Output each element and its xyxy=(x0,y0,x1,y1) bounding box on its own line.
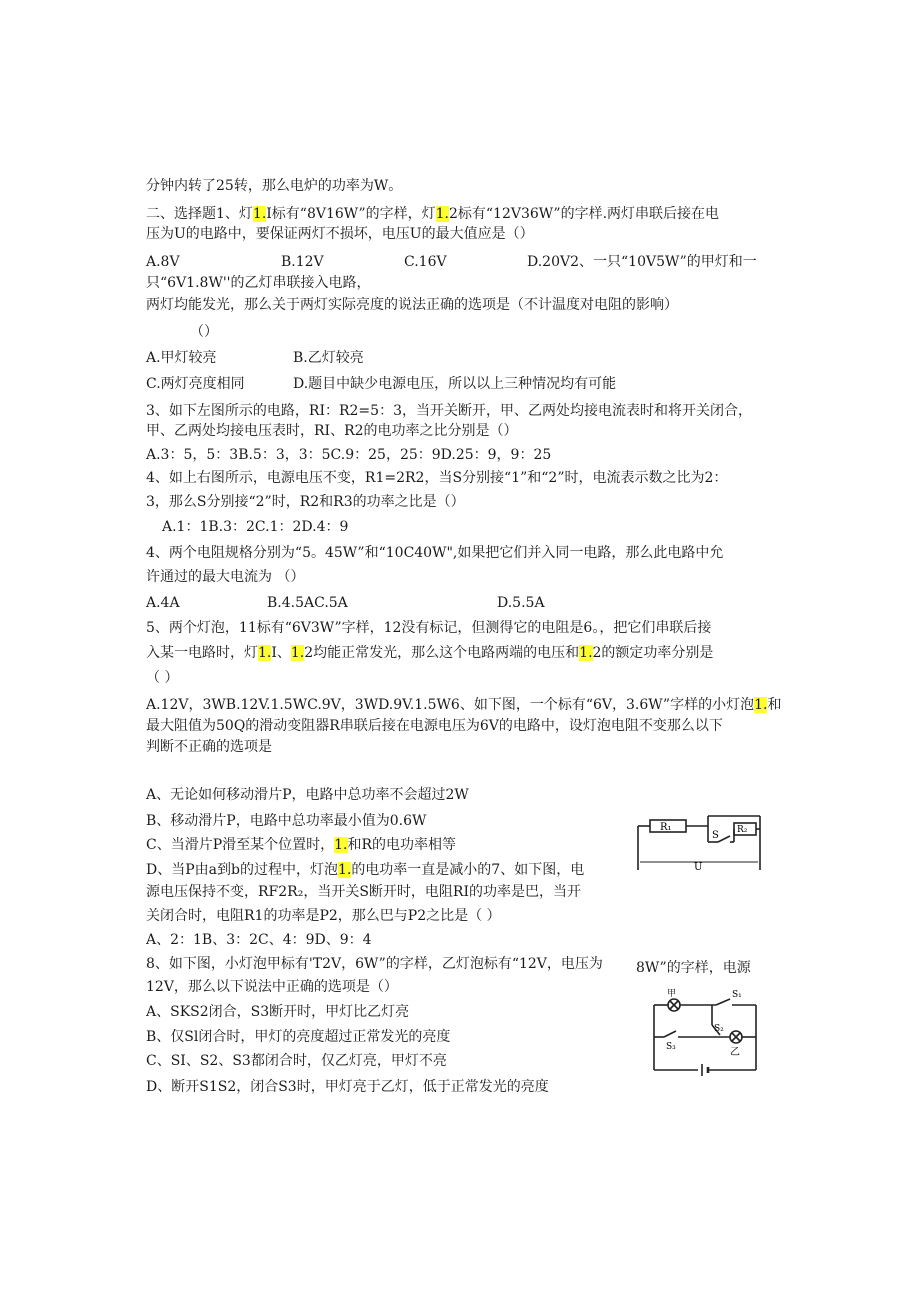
text-segment: C、当滑片P滑至某个位置时， xyxy=(146,837,335,853)
text-segment: （） xyxy=(190,324,218,340)
s2-label: S₂ xyxy=(714,1024,724,1034)
text-segment: 入某一电路时，灯 xyxy=(146,645,258,661)
text-segment: D、断开S1S2，闭合S3时，甲灯亮于乙灯，低于正常发光的亮度 xyxy=(146,1079,549,1095)
text-line xyxy=(146,860,584,880)
text-segment: B、仅Sl闭合时，甲灯的亮度超过正常发光的亮度 xyxy=(146,1029,451,1045)
text-line xyxy=(146,1002,409,1022)
text-segment: 3，那么S分别接“2”时，R2和R3的功率之比是（） xyxy=(146,494,465,510)
highlight-label: 1. xyxy=(334,837,348,853)
text-line xyxy=(146,492,465,512)
text-line xyxy=(146,421,518,441)
text-segment: A.12V，3WB.12V.1.5WC.9V，3WD.9V.1.5W6、如下图，一个标有“6V，3.6W”字样的小灯泡 xyxy=(146,697,755,713)
s1-label: S₁ xyxy=(732,990,742,1000)
text-line xyxy=(146,176,402,196)
text-segment: A、SKS2闭合，S3断开时，甲灯比乙灯亮 xyxy=(146,1004,410,1020)
text-segment: 12V，那么以下说法中正确的选项是（） xyxy=(146,979,398,995)
option-b: B.12V xyxy=(281,254,324,270)
circuit-diagram-2 xyxy=(646,985,766,1085)
text-line xyxy=(146,445,551,465)
text-segment: 2标有“12V36W”的字样.两灯串联后接在电 xyxy=(448,206,720,222)
highlight-label: 1. xyxy=(258,645,272,661)
text-segment: I、 xyxy=(271,645,291,661)
option-a: A.8V xyxy=(146,254,180,270)
text-segment: 8、如下图，小灯泡甲标有'T2V，6W”的字样，乙灯泡标有“12V，电压为 xyxy=(146,956,603,972)
option-b: B.乙灯较亮 xyxy=(293,350,364,366)
option-d: D.题目中缺少电源电压，所以以上三种情况均有可能 xyxy=(293,376,617,392)
option-c: C.16V xyxy=(404,254,447,270)
text-line xyxy=(146,930,372,950)
lamp-yi-label: 乙 xyxy=(730,1047,740,1058)
text-line xyxy=(146,543,723,563)
text-segment: 3、如下左图所示的电路，RI：R2=5：3，当开关断开，甲、乙两处均接电流表时和将开关闭合， xyxy=(146,403,752,419)
text-line xyxy=(146,295,678,315)
text-line xyxy=(146,567,304,587)
text-line xyxy=(146,224,534,244)
option-d: D.20V2、一只“10V5W”的甲灯和一 xyxy=(527,254,757,270)
figure-header-text: 8W”的字样，电源 xyxy=(636,960,751,976)
text-line xyxy=(190,322,218,342)
text-line xyxy=(146,695,781,715)
option-a: A.4A xyxy=(146,595,180,611)
text-segment: 最大阻值为50Q的滑动变阻器R串联后接在电源电压为6V的电路中，设灯泡电阻不变那么以下 xyxy=(146,718,723,734)
text-segment: 许通过的最大电流为 （） xyxy=(146,569,305,585)
highlight-label: 1. xyxy=(290,645,305,661)
text-segment: 2均能正常发光，那么这个电路两端的电压和 xyxy=(304,645,580,661)
switch-label: S xyxy=(712,830,719,841)
text-segment: C、SI、S2、S3都闭合时，仅乙灯亮，甲灯不亮 xyxy=(146,1053,447,1069)
text-line xyxy=(146,468,727,488)
text-segment: B、移动滑片P，电路中总功率最小值为0.6W xyxy=(146,813,427,829)
option-b: B.4.5AC.5A xyxy=(267,595,348,611)
highlight-label: 1. xyxy=(337,862,352,878)
text-segment: A.3：5，5：3B.5：3，3：5C.9：25，25：9D.25：9，9：25 xyxy=(146,447,552,463)
text-segment: 关闭合时，电阻R1的功率是P2，那么巴与P2之比是（ ） xyxy=(146,908,501,924)
text-segment: 2的额定功率分别是 xyxy=(592,645,714,661)
text-line xyxy=(146,737,272,757)
text-line xyxy=(146,835,456,855)
option-a: A.甲灯较亮 xyxy=(146,350,217,366)
r1-label: R₁ xyxy=(660,822,672,833)
text-segment: 分钟内转了25转，那么电炉的功率为W。 xyxy=(146,178,403,194)
voltage-label: U xyxy=(694,862,703,873)
highlight-label: 1. xyxy=(435,206,449,222)
text-segment: 源电压保持不变，RF2R₂，当开关S断开时，电阻RI的功率是巴，当开 xyxy=(146,884,581,900)
highlight-label: 1. xyxy=(252,206,267,222)
text-line xyxy=(146,204,719,224)
text-segment: D、当P由a到b的过程中，灯泡 xyxy=(146,862,338,878)
text-segment: 二、选择题1、灯 xyxy=(146,206,253,222)
text-segment: 4、如上右图所示，电源电压不变，R1=2R2，当S分别接“1”和“2”时，电流表示数之比为2： xyxy=(146,470,728,486)
text-segment: 只“6V1.8W''的乙灯串联接入电路， xyxy=(146,275,371,291)
lamp-jia-label: 甲 xyxy=(667,989,677,999)
text-segment: A、无论如何移动滑片P，电路中总功率不会超过2W xyxy=(146,787,469,803)
text-segment: A、2：1B、3：2C、4：9D、9：4 xyxy=(146,932,372,948)
text-segment: 5、两个灯泡，11标有“6V3W”字样，12没有标记，但测得它的电阻是6。，把它们串联后接 xyxy=(146,620,712,636)
text-segment: 判断不正确的选项是 xyxy=(146,739,272,755)
text-segment: 压为U的电路中，要保证两灯不损坏，电压U的最大值应是（） xyxy=(146,226,534,242)
text-line xyxy=(146,785,469,805)
text-line xyxy=(146,977,398,997)
option-d: D.5.5A xyxy=(497,595,545,611)
text-line xyxy=(146,906,501,926)
option-c: C.两灯亮度相同 xyxy=(146,376,245,392)
highlight-label: 1. xyxy=(754,697,768,713)
text-line xyxy=(146,618,711,638)
text-segment: 两灯均能发光，那么关于两灯实际亮度的说法正确的选项是（不计温度对电阻的影响） xyxy=(146,297,678,313)
text-line xyxy=(146,1077,549,1097)
text-segment: A.1：1B.3：2C.1：2D.4：9 xyxy=(162,519,349,535)
text-line xyxy=(146,643,713,663)
text-line xyxy=(146,1027,450,1047)
text-segment: I标有“8V16W”的字样，灯 xyxy=(266,206,436,222)
text-segment: 和R的电功率相等 xyxy=(347,837,457,853)
r2-label: R₂ xyxy=(737,825,748,835)
text-line xyxy=(162,517,348,537)
text-line xyxy=(146,811,426,831)
highlight-label: 1. xyxy=(579,645,593,661)
text-line xyxy=(146,668,178,688)
text-line xyxy=(146,273,371,293)
text-line xyxy=(146,882,581,902)
text-segment: 甲、乙两处均接电压表时，RI、R2的电功率之比分别是（） xyxy=(146,423,518,439)
text-segment: 4、两个电阻规格分别为“5。45W”和“10C40W",如果把它们并入同一电路，那么此电路中允 xyxy=(146,545,724,561)
text-line xyxy=(146,954,603,974)
text-line xyxy=(146,716,723,736)
text-line xyxy=(146,401,752,421)
text-segment: 和 xyxy=(767,697,782,713)
circuit-diagram-1 xyxy=(634,810,764,880)
text-segment: （ ） xyxy=(146,670,179,686)
text-line xyxy=(146,1051,447,1071)
text-segment: 的电功率一直是减小的7、如下图，电 xyxy=(351,862,585,878)
s3-label: S₃ xyxy=(666,1042,676,1052)
